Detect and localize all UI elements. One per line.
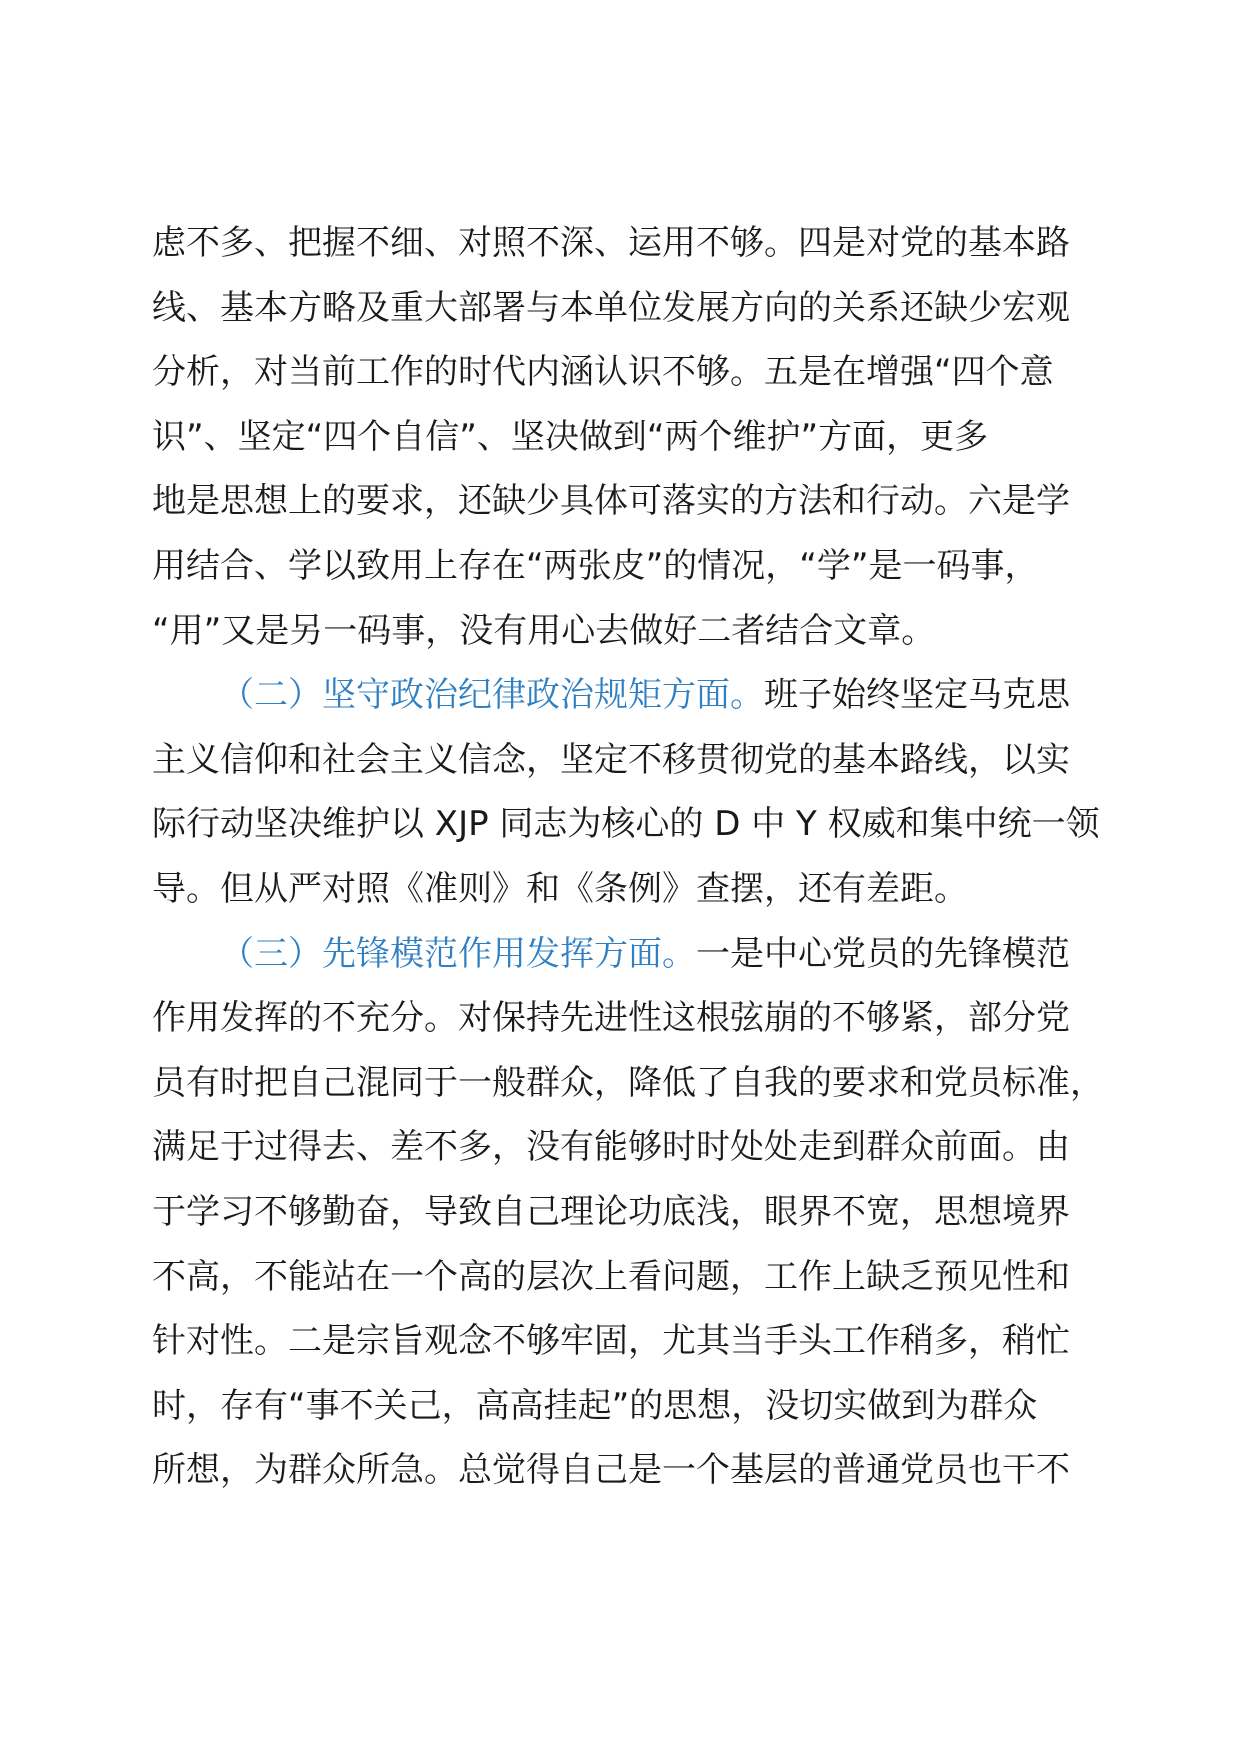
section-first-line	[152, 663, 1132, 728]
paragraph-line: 员有时把自己混同于一般群众，降低了自我的要求和党员标准，	[152, 1062, 1104, 1103]
paragraph-line: 针对性。二是宗旨观念不够牢固，尤其当手头工作稍多，稍忙	[152, 1321, 1070, 1362]
paragraph-line: 用结合、学以致用上存在“两张皮”的情况，“学”是一码事，	[152, 545, 1039, 586]
paragraph-line: 所想，为群众所急。总觉得自己是一个基层的普通党员也干不	[152, 1450, 1070, 1491]
paragraph-line: 于学习不够勤奋，导致自己理论功底浅，眼界不宽，思想境界	[152, 1191, 1070, 1232]
paragraph-line: 地是思想上的要求，还缺少具体可落实的方法和行动。六是学	[152, 481, 1070, 522]
paragraph-line: 导。但从严对照《准则》和《条例》查摆，还有差距。	[152, 868, 968, 909]
section-heading: （二）坚守政治纪律政治规矩方面。	[220, 675, 764, 716]
paragraph-line: 线、基本方略及重大部署与本单位发展方向的关系还缺少宏观	[152, 287, 1070, 328]
document-body	[152, 211, 1132, 1503]
paragraph-line: “用”又是另一码事，没有用心去做好二者结合文章。	[152, 610, 936, 651]
paragraph-line: 作用发挥的不充分。对保持先进性这根弦崩的不够紧，部分党	[152, 998, 1070, 1039]
paragraph-line: 时，存有“事不关己，高高挂起”的思想，没切实做到为群众	[152, 1385, 1038, 1426]
paragraph-line: 识”、坚定“四个自信”、坚决做到“两个维护”方面，更多	[152, 416, 989, 457]
paragraph-line: 满足于过得去、差不多，没有能够时时处处走到群众前面。由	[152, 1127, 1070, 1168]
section-text: 一是中心党员的先锋模范	[696, 933, 1070, 974]
section-text: 班子始终坚定马克思	[764, 675, 1070, 716]
paragraph-line: 际行动坚决维护以 XJP 同志为核心的 D 中 Y 权威和集中统一领	[152, 804, 1100, 845]
paragraph-line: 不高，不能站在一个高的层次上看问题，工作上缺乏预见性和	[152, 1256, 1070, 1297]
section-heading: （三）先锋模范作用发挥方面。	[220, 933, 696, 974]
paragraph-line: 主义信仰和社会主义信念，坚定不移贯彻党的基本路线，以实	[152, 739, 1070, 780]
section-first-line	[152, 922, 1132, 987]
paragraph-line: 虑不多、把握不细、对照不深、运用不够。四是对党的基本路	[152, 223, 1070, 263]
paragraph-line: 分析，对当前工作的时代内涵认识不够。五是在增强“四个意	[152, 352, 1054, 393]
